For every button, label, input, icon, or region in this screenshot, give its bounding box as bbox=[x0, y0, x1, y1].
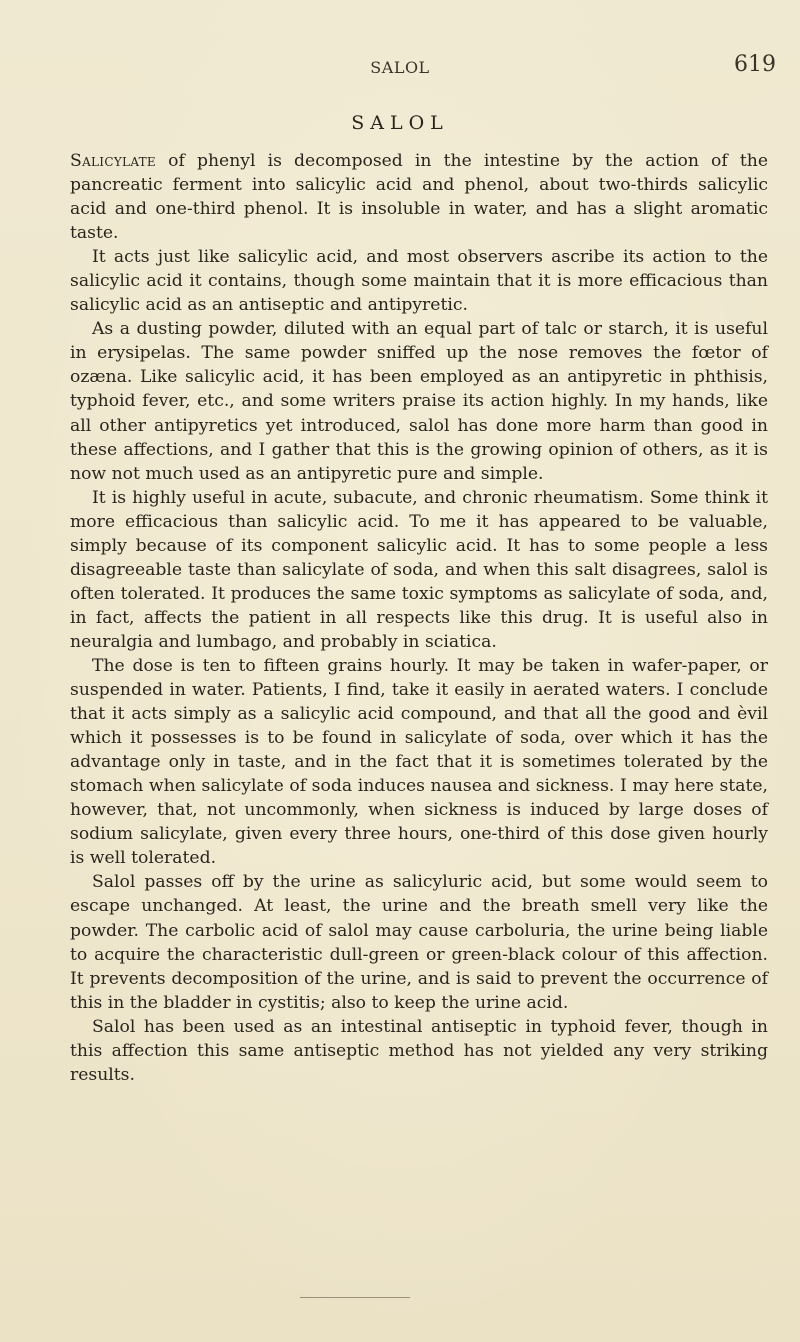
paragraph bbox=[70, 149, 768, 245]
paragraph-lead-word: Salicylate bbox=[70, 151, 156, 171]
body-text bbox=[70, 149, 768, 1087]
paragraph-text: of phenyl is decomposed in the intestine by the action of the pancreatic ferment into salicylic acid and phenol, about two-thirds salicylic acid and one-third phenol. It is insoluble in water, and has a slight aromatic taste. bbox=[70, 151, 768, 244]
section-title: SALOL bbox=[351, 112, 449, 134]
paragraph: The dose is ten to fifteen grains hourly. It may be taken in wafer-paper, or suspended in water. Patients, I find, take it easily in aerated waters. I conclude that it acts simply as a salicylic acid compound, and that all the good and èvil which it possesses is to be found in salicylate of soda, over which it has the advantage only in taste, and in the fact that it is sometimes tolerated by the stomach when salicylate of soda induces nausea and sickness. I may here state, however, that, not uncommonly, when sickness is induced by large doses of sodium salicylate, given every three hours, one-third of this dose given hourly is well tolerated. bbox=[70, 655, 768, 869]
running-head: SALOL bbox=[370, 58, 430, 77]
paragraph: It is highly useful in acute, subacute, and chronic rheumatism. Some think it more efficacious than salicylic acid. To me it has appeared to be valuable, simply because of its component salicylic acid. It has to some people a less disagreeable taste than salicylate of soda, and when this salt disagrees, salol is often tolerated. It produces the same toxic symptoms as salicylate of soda, and, in fact, affects the patient in all respects like this drug. It is useful also in neuralgia and lumbago, and probably in sciatica. bbox=[70, 487, 768, 652]
paragraph: As a dusting powder, diluted with an equal part of talc or starch, it is useful in erysipelas. The same powder sniffed up the nose removes the fœtor of ozæna. Like salicylic acid, it has been employed as an antipyretic in phthisis, typhoid fever, etc., and some writers praise its action highly. In my hands, like all other antipyretics yet introduced, salol has done more harm than good in these affections, and I gather that this is the growing opinion of others, as it is now not much used as an antipyretic pure and simple. bbox=[70, 319, 768, 484]
paragraph: Salol passes off by the urine as salicyluric acid, but some would seem to escape unchanged. At least, the urine and the breath smell very like the powder. The carbolic acid of salol may cause carboluria, the urine being liable to acquire the characteristic dull-green or green-black colour of this affection. It prevents decomposition of the urine, and is said to prevent the occurrence of this in the bladder in cystitis; also to keep the urine acid. bbox=[70, 872, 768, 1013]
paragraph: It acts just like salicylic acid, and most observers ascribe its action to the salicylic acid it contains, though some maintain that it is more efficacious than salicylic acid as an antiseptic and antipyretic. bbox=[70, 247, 768, 316]
paragraph: Salol has been used as an intestinal antiseptic in typhoid fever, though in this affection this same antiseptic method has not yielded any very striking results. bbox=[70, 1016, 768, 1085]
footer-rule bbox=[300, 1297, 410, 1298]
page-number: 619 bbox=[734, 52, 776, 77]
